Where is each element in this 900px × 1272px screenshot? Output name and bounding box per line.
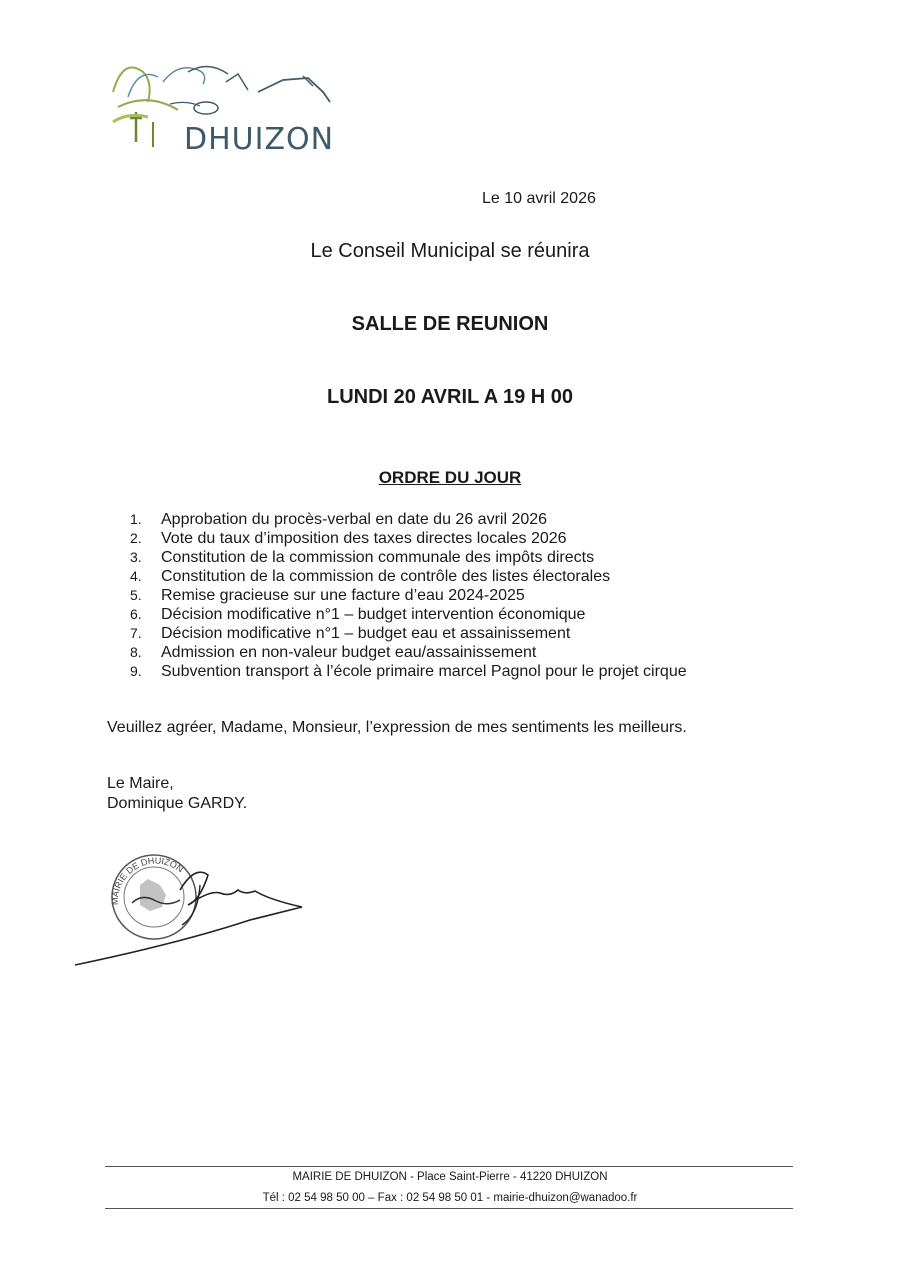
- letter-date: Le 10 avril 2026: [482, 190, 596, 207]
- agenda-item-number: 2.: [130, 530, 142, 546]
- agenda-item-text: Subvention transport à l’école primaire marcel Pagnol pour le projet cirque: [161, 663, 687, 680]
- official-stamp-signature: [70, 845, 310, 970]
- agenda-item-text: Constitution de la commission de contrôle des listes électorales: [161, 568, 611, 585]
- agenda-list: [130, 510, 687, 681]
- stamp-icon: [70, 845, 310, 970]
- closing-formula: Veuillez agréer, Madame, Monsieur, l’expression de mes sentiments les meilleurs.: [107, 719, 687, 736]
- agenda-item-number: 5.: [130, 587, 142, 603]
- agenda-item: [130, 624, 687, 643]
- agenda-item-number: 7.: [130, 625, 142, 641]
- meeting-place: SALLE DE REUNION: [351, 313, 549, 335]
- stamp-text: MAIRIE DE DHUIZON: [109, 855, 186, 906]
- agenda-item: [130, 529, 687, 548]
- signatory-title: Le Maire,: [107, 775, 174, 792]
- agenda-item-number: 4.: [130, 568, 142, 584]
- agenda-item-text: Admission en non-valeur budget eau/assainissement: [161, 644, 537, 661]
- signatory-name: Dominique GARDY.: [107, 795, 248, 812]
- agenda-item: [130, 567, 687, 586]
- footer-address: MAIRIE DE DHUIZON - Place Saint-Pierre - 41220 DHUIZON: [292, 1171, 608, 1183]
- agenda-item-text: Décision modificative n°1 – budget intervention économique: [161, 606, 586, 623]
- agenda-item-text: Vote du taux d’imposition des taxes directes locales 2026: [161, 530, 567, 547]
- footer-bottom-rule: [105, 1208, 793, 1209]
- meeting-datetime: LUNDI 20 AVRIL A 19 H 00: [327, 386, 573, 408]
- agenda-item: [130, 643, 687, 662]
- footer-top-rule: [105, 1166, 793, 1167]
- agenda-item-number: 8.: [130, 644, 142, 660]
- agenda-item-number: 1.: [130, 511, 142, 527]
- agenda-title: ORDRE DU JOUR: [378, 468, 522, 487]
- logo-text: DHUIZON: [184, 122, 335, 157]
- agenda-item: [130, 662, 687, 681]
- agenda-item-text: Remise gracieuse sur une facture d’eau 2024-2025: [161, 587, 525, 604]
- footer-contact: Tél : 02 54 98 50 00 – Fax : 02 54 98 50 01 - mairie-dhuizon@wanadoo.fr: [262, 1192, 638, 1204]
- agenda-item-text: Approbation du procès-verbal en date du 26 avril 2026: [161, 511, 548, 528]
- agenda-item-number: 9.: [130, 663, 142, 679]
- agenda-item: [130, 548, 687, 567]
- agenda-item-text: Décision modificative n°1 – budget eau et assainissement: [161, 625, 571, 642]
- meeting-intro: Le Conseil Municipal se réunira: [310, 240, 590, 262]
- agenda-item-number: 3.: [130, 549, 142, 565]
- dhuizon-logo: [108, 52, 338, 172]
- agenda-item: [130, 586, 687, 605]
- agenda-item-text: Constitution de la commission communale des impôts directs: [161, 549, 595, 566]
- agenda-item: [130, 510, 687, 529]
- agenda-item-number: 6.: [130, 606, 142, 622]
- agenda-item: [130, 605, 687, 624]
